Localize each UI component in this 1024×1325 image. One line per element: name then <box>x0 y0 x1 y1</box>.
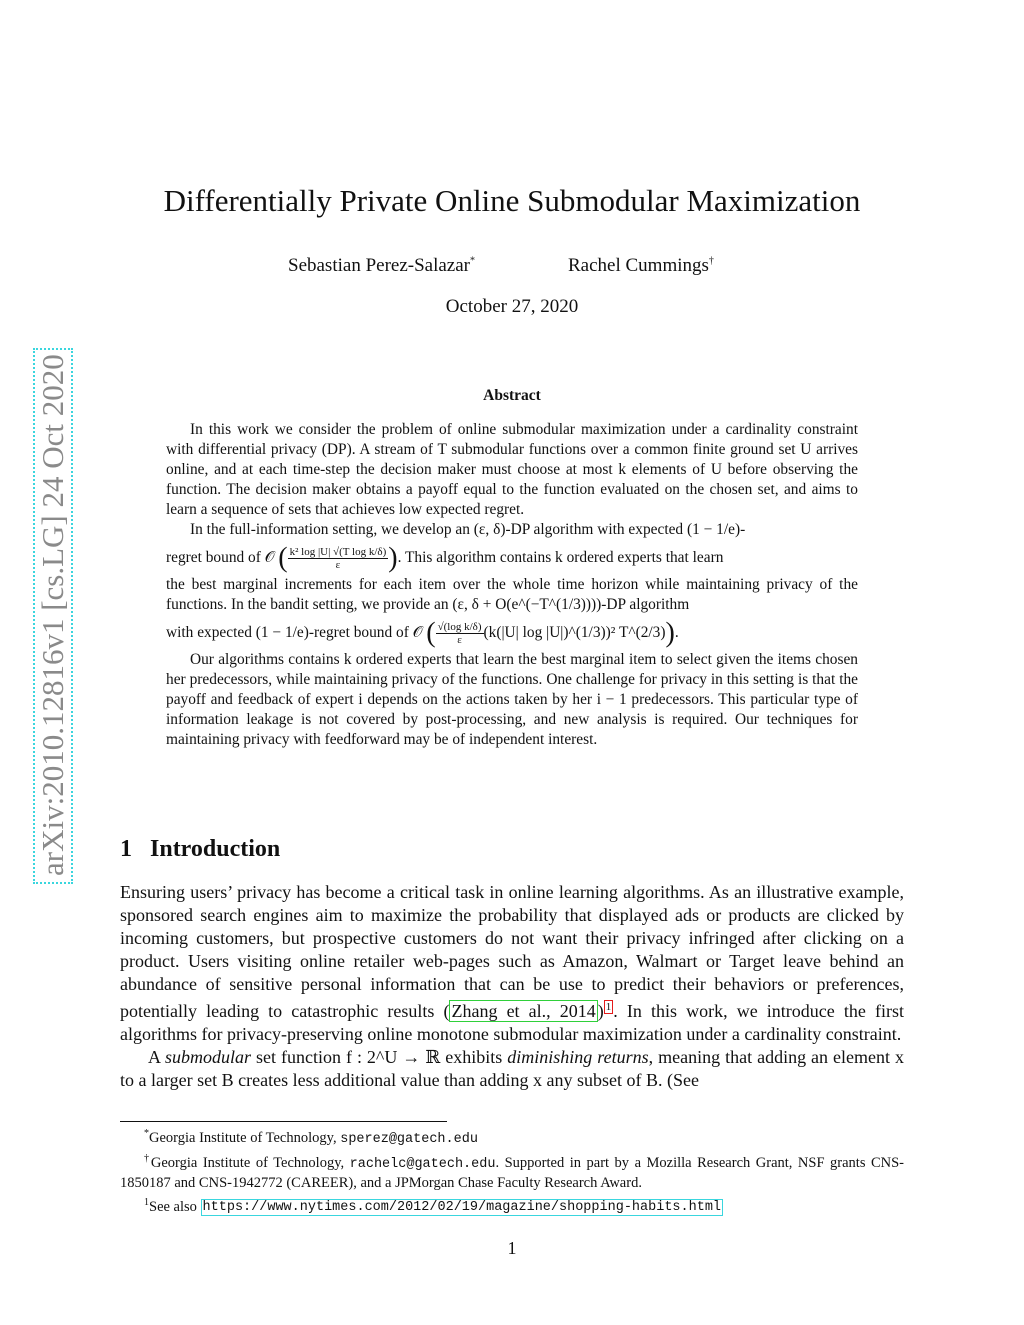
author-name: Rachel Cummings <box>568 255 709 276</box>
math-text: with expected (1 − 1/e)-regret bound of 𝒪 <box>166 624 423 642</box>
arxiv-stamp[interactable]: arXiv:2010.12816v1 [cs.LG] 24 Oct 2020 <box>33 348 73 884</box>
footnote-mark: * <box>144 1128 149 1139</box>
citation-link[interactable]: Zhang et al., 2014 <box>451 1001 596 1021</box>
fraction-numerator: √(log k/δ) <box>437 621 482 633</box>
intro-text: , meaning that adding an element x to a larger set B creates less additional value than adding x any subset of B. (See <box>120 1047 904 1090</box>
math-text: regret bound of 𝒪 <box>166 549 275 567</box>
abstract-paragraph-cont: the best marginal increments for each item over the whole time horizon while maintaining privacy of the functions. In the bandit setting, we provide an (ε, δ + O(e^(−T^(1/3))))-DP algorithm <box>166 576 858 613</box>
emphasis: submodular <box>165 1047 252 1067</box>
abstract-math-line: with expected (1 − 1/e)-regret bound of 𝒪 ( $\frac{\text{√(log k/δ)}}{\varepsilon}$ (k(|U| log |U|)^(1/3))² T^(2/3)). <box>166 617 679 649</box>
footnote <box>120 1124 904 1149</box>
fraction-denominator: ε <box>457 634 462 646</box>
footnote-ref-link[interactable]: 1 <box>605 1001 612 1013</box>
footnote <box>120 1149 904 1193</box>
paper-title: Differentially Private Online Submodular Maximization <box>163 183 861 218</box>
fraction-denominator: ε <box>335 559 341 571</box>
footnote-text: Georgia Institute of Technology, <box>150 1154 350 1171</box>
url-link[interactable]: https://www.nytimes.com/2012/02/19/magazine/shopping-habits.html <box>202 1200 722 1216</box>
abstract-paragraph: In the full-information setting, we develop an (ε, δ)-DP algorithm with expected (1 − 1/e)- <box>190 521 746 538</box>
intro-text: Ensuring users’ privacy has become a critical task in online learning algorithms. As an illustrative example, sponsored search engines aim to maximize the probability that displayed ads or products are clicked by incoming customers, but prospective customers do not want their privacy infringed after clicking on a product. Users visiting online retailer web-pages such as Amazon, Walmart or Target leave behind an abundance of sensitive personal information that can be use to predict their behaviors or preferences, potentially leading to catastrophic results ( <box>120 882 904 1021</box>
fraction-numerator: k² log |U| √(T log k/δ) <box>289 546 387 558</box>
intro-body <box>120 881 904 1092</box>
abstract-math-line <box>166 542 858 574</box>
math-paren: ) <box>665 617 675 649</box>
section-title: Introduction <box>150 836 281 862</box>
author-mark: † <box>708 255 714 267</box>
abstract-paragraph: Our algorithms contains k ordered experts that learn the best marginal item to select given the items chosen her predecessors, while maintaining privacy of the functions. One challenge for privacy in this setting is that the payoff and feedback of expert i depends on the actions taken by her i − 1 predecessors. This particular type of information leakage is not covered by post-processing, and new analysis is required. Our techniques for maintaining privacy with feedforward may be of independent interest. <box>166 651 858 748</box>
intro-paragraph <box>120 1046 904 1092</box>
footnotes <box>120 1124 904 1217</box>
intro-text: A <box>148 1047 165 1067</box>
section-number: 1 <box>120 836 132 862</box>
page-number: 1 <box>507 1238 517 1258</box>
emphasis: diminishing returns <box>507 1047 649 1067</box>
footnote-text: See also <box>149 1198 201 1215</box>
footnote-mark: 1 <box>144 1196 149 1208</box>
email-link[interactable]: rachelc@gatech.edu <box>349 1156 496 1172</box>
abstract-body <box>166 420 858 750</box>
email-link[interactable]: sperez@gatech.edu <box>340 1131 478 1147</box>
footnote-text: . Supported in part by a Mozilla Research Grant, NSF grants CNS-1850187 and CNS-1942772 (CAREER), and a JPMorgan Chase Faculty Research Award. <box>120 1154 905 1191</box>
math-paren: ( <box>278 542 288 574</box>
intro-text: set function f : 2^U → ℝ exhibits <box>251 1047 508 1067</box>
intro-paragraph <box>120 881 904 1046</box>
math-text: . This algorithm contains k ordered experts that learn <box>397 549 724 567</box>
author-perez-salazar <box>288 255 475 277</box>
abstract-paragraph: In this work we consider the problem of online submodular maximization under a cardinality constraint with differential privacy (DP). A stream of T submodular functions over a common finite ground set U arrives online, and at each time-step the decision maker must choose at most k elements of U before observing the function. The decision maker obtains a payoff equal to the function evaluated on the chosen set, and aims to learn a sequence of sets that achieves low expected regret. <box>166 421 858 518</box>
footnote-mark: † <box>144 1152 151 1164</box>
paper-date: October 27, 2020 <box>445 296 579 317</box>
math-text: (k(|U| log |U|)^(1/3))² T^(2/3) <box>483 624 666 642</box>
intro-text: . In this work, we introduce the first algorithms for privacy-preserving online monotone submodular maximization under a cardinality constraint. <box>120 1001 904 1044</box>
section-heading <box>120 836 280 863</box>
intro-text: ) <box>597 1001 604 1021</box>
footnote <box>120 1193 904 1218</box>
footnote-divider <box>120 1121 447 1122</box>
math-fraction <box>288 546 389 571</box>
math-paren: ) <box>388 542 398 574</box>
author-cummings <box>568 255 714 277</box>
author-mark: * <box>470 255 475 267</box>
abstract-heading: Abstract <box>483 387 541 404</box>
author-name: Sebastian Perez-Salazar <box>288 255 470 276</box>
footnote-text: Georgia Institute of Technology, <box>149 1129 341 1146</box>
math-fraction <box>436 621 484 646</box>
math-paren: ( <box>426 617 436 649</box>
